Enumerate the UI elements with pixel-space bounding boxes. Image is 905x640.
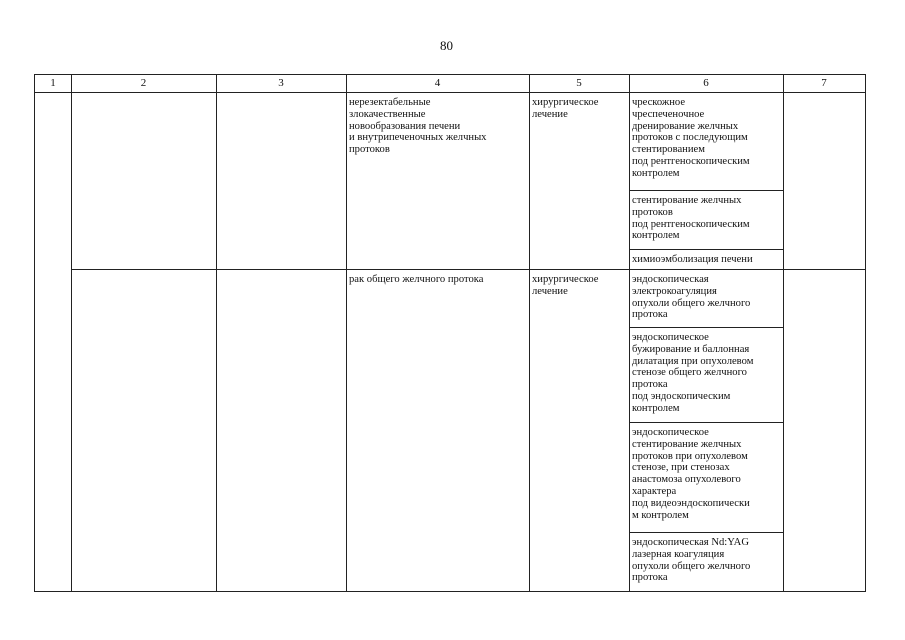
row-divider [71,269,865,270]
method-cell: эндоскопическое бужирование и баллонная дилатация при опухолевом стенозе общего желчного протока под эндоскопическим контролем [632,332,754,414]
column-header-7: 7 [821,77,827,89]
column-header-3: 3 [278,77,284,89]
column-divider [346,75,347,591]
column-header-2: 2 [140,77,147,89]
diagnosis-cell: нерезектабельные злокачественные новообразования печени и внутрипеченочных желчных протоков [349,97,487,156]
treatment-type-cell: хирургическое лечение [532,97,599,120]
subrow-divider [629,190,783,191]
column-divider [629,75,630,591]
treatment-table [34,74,866,592]
subrow-divider [629,532,783,533]
method-cell: эндоскопическая Nd:YAG лазерная коагуляция опухоли общего желчного протока [632,537,751,584]
treatment-type-cell: хирургическое лечение [532,274,599,297]
page-number: 80 [440,38,453,53]
column-header-5: 5 [576,77,582,89]
diagnosis-cell: рак общего желчного протока [349,274,484,285]
subrow-divider [629,422,783,423]
method-cell: эндоскопическое стентирование желчных протоков при опухолевом стенозе, при стенозах анастомоза опухолевого характера под видеоэндоскопически м контролем [632,427,750,521]
subrow-divider [629,249,783,250]
method-cell: чрескожное чреспеченочное дренирование желчных протоков с последующим стентированием под рентгеноскопическим контролем [632,97,750,179]
column-divider [529,75,530,591]
column-divider [783,75,784,591]
method-cell: химиоэмболизация печени [632,254,753,265]
subrow-divider [629,327,783,328]
column-header-1: 1 [50,77,56,89]
column-divider [71,75,72,591]
header-divider [35,92,865,93]
method-cell: эндоскопическая электрокоагуляция опухоли общего желчного протока [632,274,751,321]
column-divider [216,75,217,591]
method-cell: стентирование желчных протоков под рентгеноскопическим контролем [632,195,750,242]
column-header-4: 4 [434,77,441,89]
column-header-6: 6 [703,77,709,89]
